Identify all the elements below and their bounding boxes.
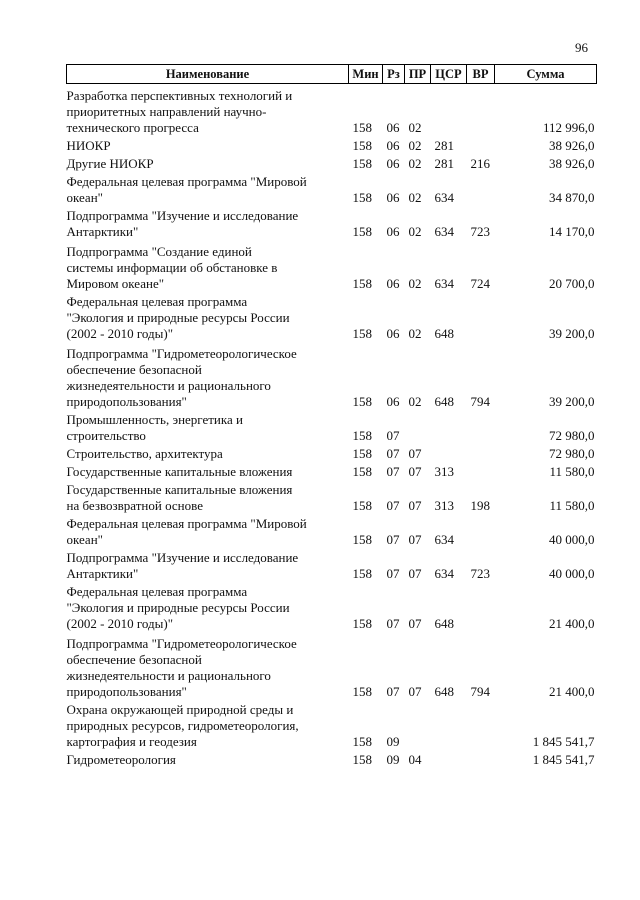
row-rz: 07 — [386, 532, 400, 547]
row-pr — [405, 700, 431, 750]
row-name-line: обеспечение безопасной — [66, 652, 202, 667]
row-sum: 112 996,0 — [542, 120, 595, 135]
row-csr: 634 — [434, 276, 454, 291]
row-name — [67, 342, 349, 410]
row-csr: 648 — [434, 684, 454, 699]
row-sum: 20 700,0 — [549, 276, 595, 291]
table-row — [67, 292, 597, 342]
row-csr: 648 — [434, 394, 454, 409]
row-name — [67, 632, 349, 700]
row-vr — [467, 84, 495, 137]
row-min: 158 — [352, 156, 372, 171]
row-vr: 723 — [470, 224, 490, 239]
row-sum: 21 400,0 — [549, 684, 595, 699]
row-name — [67, 410, 349, 444]
row-pr: 02 — [408, 156, 422, 171]
table-row — [67, 462, 597, 480]
row-name-line: Антарктики" — [66, 224, 139, 239]
table-row — [67, 700, 597, 750]
row-name-line: Промышленность, энергетика и — [66, 412, 243, 427]
row-sum: 39 200,0 — [549, 326, 595, 341]
row-name-line: Государственные капитальные вложения — [66, 464, 293, 479]
header-pr: ПР — [405, 65, 431, 84]
row-name — [67, 172, 349, 206]
row-vr — [467, 462, 495, 480]
row-name-line: океан" — [66, 532, 103, 547]
row-name — [67, 700, 349, 750]
row-name — [67, 582, 349, 632]
row-rz: 07 — [386, 566, 400, 581]
row-csr: 648 — [434, 616, 454, 631]
row-name-line: Подпрограмма "Гидрометеорологическое — [66, 346, 297, 361]
row-vr — [467, 172, 495, 206]
row-name — [67, 750, 349, 768]
row-pr: 02 — [408, 190, 422, 205]
row-name-line: Федеральная целевая программа "Мировой — [66, 174, 307, 189]
row-pr: 02 — [408, 120, 422, 135]
row-name-line: Подпрограмма "Гидрометеорологическое — [66, 636, 297, 651]
row-name-line: океан" — [66, 190, 103, 205]
row-vr — [467, 444, 495, 462]
row-min: 158 — [352, 498, 372, 513]
header-name: Наименование — [67, 65, 349, 84]
table-row — [67, 240, 597, 292]
row-vr — [467, 514, 495, 548]
table-row — [67, 136, 597, 154]
row-pr: 07 — [408, 566, 422, 581]
row-name-line: Строительство, архитектура — [66, 446, 223, 461]
row-name-line: Подпрограмма "Изучение и исследование — [66, 550, 299, 565]
row-min: 158 — [352, 120, 372, 135]
row-name-line: на безвозвратной основе — [66, 498, 203, 513]
row-pr: 07 — [408, 464, 422, 479]
row-vr — [467, 750, 495, 768]
row-vr: 723 — [470, 566, 490, 581]
row-name-line: Антарктики" — [66, 566, 139, 581]
row-vr — [467, 700, 495, 750]
row-rz: 07 — [386, 616, 400, 631]
row-sum: 72 980,0 — [549, 446, 595, 461]
row-rz: 07 — [386, 446, 400, 461]
row-name — [67, 480, 349, 514]
header-csr: ЦСР — [431, 65, 467, 84]
row-name-line: Государственные капитальные вложения — [66, 482, 293, 497]
row-csr: 634 — [434, 532, 454, 547]
row-name-line: приоритетных направлений научно- — [66, 104, 267, 119]
row-name-line: Мировом океане" — [66, 276, 165, 291]
page-number: 96 — [575, 40, 588, 55]
row-name — [67, 462, 349, 480]
header-min: Мин — [349, 65, 383, 84]
budget-table — [66, 64, 597, 768]
table-row — [67, 84, 597, 137]
row-csr: 313 — [434, 464, 454, 479]
row-csr: 634 — [434, 224, 454, 239]
header-vr: ВР — [467, 65, 495, 84]
row-rz: 06 — [386, 276, 400, 291]
row-min: 158 — [352, 446, 372, 461]
row-sum: 38 926,0 — [549, 156, 595, 171]
table-row — [67, 410, 597, 444]
row-pr: 02 — [408, 394, 422, 409]
row-name — [67, 154, 349, 172]
table-row — [67, 582, 597, 632]
row-name-line: Федеральная целевая программа — [66, 294, 248, 309]
row-name — [67, 548, 349, 582]
row-sum: 11 580,0 — [549, 498, 595, 513]
row-name-line: технического прогресса — [66, 120, 199, 135]
row-vr — [467, 582, 495, 632]
row-name-line: (2002 - 2010 годы)" — [66, 616, 174, 631]
row-sum: 14 170,0 — [549, 224, 595, 239]
row-rz: 06 — [386, 326, 400, 341]
row-csr — [431, 444, 467, 462]
row-pr: 07 — [408, 446, 422, 461]
row-name-line: обеспечение безопасной — [66, 362, 202, 377]
row-rz: 09 — [386, 734, 400, 749]
row-name-line: природопользования" — [66, 684, 187, 699]
row-name-line: Охрана окружающей природной среды и — [66, 702, 294, 717]
row-vr: 794 — [470, 394, 490, 409]
row-vr: 216 — [470, 156, 490, 171]
table-header-row — [67, 65, 597, 84]
row-name-line: жизнедеятельности и рационального — [66, 668, 271, 683]
row-pr — [405, 410, 431, 444]
table-row — [67, 154, 597, 172]
row-name-line: Подпрограмма "Изучение и исследование — [66, 208, 299, 223]
row-name-line: строительство — [66, 428, 146, 443]
row-rz: 06 — [386, 190, 400, 205]
row-name — [67, 514, 349, 548]
row-csr — [431, 700, 467, 750]
row-min: 158 — [352, 566, 372, 581]
row-name-line: Гидрометеорология — [66, 752, 176, 767]
row-csr: 634 — [434, 566, 454, 581]
row-vr: 724 — [470, 276, 490, 291]
row-min: 158 — [352, 752, 372, 767]
row-sum: 40 000,0 — [549, 532, 595, 547]
row-rz: 09 — [386, 752, 400, 767]
header-sum: Сумма — [495, 65, 597, 84]
row-rz: 06 — [386, 156, 400, 171]
table-row — [67, 480, 597, 514]
row-rz: 07 — [386, 428, 400, 443]
row-vr — [467, 292, 495, 342]
row-name-line: "Экология и природные ресурсы России — [66, 310, 290, 325]
row-min: 158 — [352, 734, 372, 749]
row-sum: 1 845 541,7 — [532, 752, 595, 767]
row-min: 158 — [352, 532, 372, 547]
row-pr: 02 — [408, 276, 422, 291]
table-row — [67, 172, 597, 206]
row-name-line: природопользования" — [66, 394, 187, 409]
row-min: 158 — [352, 464, 372, 479]
row-vr — [467, 136, 495, 154]
row-rz: 07 — [386, 498, 400, 513]
row-min: 158 — [352, 276, 372, 291]
row-name — [67, 292, 349, 342]
row-pr: 07 — [408, 616, 422, 631]
row-pr: 02 — [408, 326, 422, 341]
row-sum: 72 980,0 — [549, 428, 595, 443]
row-sum: 39 200,0 — [549, 394, 595, 409]
row-name — [67, 136, 349, 154]
row-sum: 38 926,0 — [549, 138, 595, 153]
row-sum: 34 870,0 — [549, 190, 595, 205]
row-name — [67, 444, 349, 462]
table-row — [67, 632, 597, 700]
row-csr — [431, 84, 467, 137]
table-row — [67, 548, 597, 582]
row-min: 158 — [352, 394, 372, 409]
row-min: 158 — [352, 224, 372, 239]
row-csr: 281 — [434, 156, 454, 171]
row-min: 158 — [352, 428, 372, 443]
row-pr: 07 — [408, 684, 422, 699]
row-name-line: (2002 - 2010 годы)" — [66, 326, 174, 341]
row-sum: 21 400,0 — [549, 616, 595, 631]
row-name-line: Разработка перспективных технологий и — [66, 88, 293, 103]
row-rz: 06 — [386, 224, 400, 239]
row-min: 158 — [352, 138, 372, 153]
row-name-line: системы информации об обстановке в — [66, 260, 278, 275]
row-vr: 198 — [470, 498, 490, 513]
row-csr: 634 — [434, 190, 454, 205]
row-csr — [431, 750, 467, 768]
table-row — [67, 514, 597, 548]
table-row — [67, 342, 597, 410]
row-csr: 313 — [434, 498, 454, 513]
table-row — [67, 750, 597, 768]
row-rz: 06 — [386, 138, 400, 153]
row-name-line: Федеральная целевая программа — [66, 584, 248, 599]
row-name-line: Федеральная целевая программа "Мировой — [66, 516, 307, 531]
row-rz: 07 — [386, 684, 400, 699]
row-vr: 794 — [470, 684, 490, 699]
row-name-line: природных ресурсов, гидрометеорология, — [66, 718, 299, 733]
row-name-line: Подпрограмма "Создание единой — [66, 244, 252, 259]
row-name-line: жизнедеятельности и рационального — [66, 378, 271, 393]
row-rz: 06 — [386, 394, 400, 409]
row-name — [67, 240, 349, 292]
row-min: 158 — [352, 684, 372, 699]
row-csr — [431, 410, 467, 444]
row-name — [67, 84, 349, 137]
row-pr: 07 — [408, 498, 422, 513]
row-pr: 04 — [408, 752, 422, 767]
row-vr — [467, 410, 495, 444]
table-body — [67, 84, 597, 769]
row-name-line: "Экология и природные ресурсы России — [66, 600, 290, 615]
table-row — [67, 206, 597, 240]
row-min: 158 — [352, 190, 372, 205]
row-name-line: Другие НИОКР — [66, 156, 154, 171]
header-rz: Рз — [383, 65, 405, 84]
row-name-line: НИОКР — [66, 138, 111, 153]
row-min: 158 — [352, 326, 372, 341]
row-name-line: картография и геодезия — [66, 734, 197, 749]
row-csr: 648 — [434, 326, 454, 341]
row-pr: 07 — [408, 532, 422, 547]
row-name — [67, 206, 349, 240]
row-sum: 1 845 541,7 — [532, 734, 595, 749]
row-sum: 40 000,0 — [549, 566, 595, 581]
row-pr: 02 — [408, 138, 422, 153]
row-sum: 11 580,0 — [549, 464, 595, 479]
row-csr: 281 — [434, 138, 454, 153]
row-rz: 07 — [386, 464, 400, 479]
row-rz: 06 — [386, 120, 400, 135]
table-row — [67, 444, 597, 462]
row-min: 158 — [352, 616, 372, 631]
row-pr: 02 — [408, 224, 422, 239]
